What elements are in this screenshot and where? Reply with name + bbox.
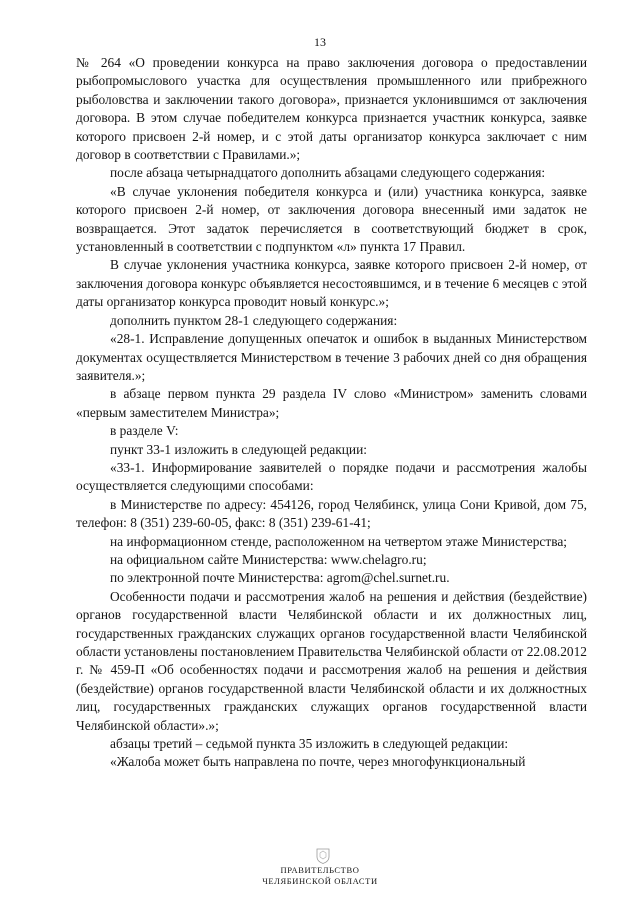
paragraph: Особенности подачи и рассмотрения жалоб на решения и действия (бездействие) органов государственной власти Челябинской области и их должностных лиц, государственных гражданских служащих органов государственной власти Челябинской области установлены постановлением Правительства Челябинской области от 22.08.2012 г. № 459-П «Об особенностях подачи и рассмотрения жалоб на решения и действия (бездействие) органов государственной власти Челябинской области и их должностных лиц, государственных гражданских служащих органов государственной власти Челябинской области».»;	[76, 588, 587, 733]
document-body	[76, 54, 587, 772]
footer-line-1: ПРАВИТЕЛЬСТВО	[280, 865, 360, 875]
paragraph: «Жалоба может быть направлена по почте, через многофункциональный	[110, 754, 526, 770]
page-number: 13	[314, 35, 326, 49]
paragraph: на информационном стенде, расположенном на четвертом этаже Министерства;	[110, 533, 568, 549]
paragraph: «В случае уклонения победителя конкурса и (или) участника конкурса, заявке которого присвоен 2-й номер, от заключения договора внесенный ими задаток не возвращается. Этот задаток перечисляется в соответствующий бюджет в срок, установленный в соответствии с подпунктом «л» пункта 17 Правил.	[76, 183, 587, 255]
paragraph: В случае уклонения участника конкурса, заявке которого присвоен 2-й номер, от заключения договора конкурс объявляется несостоявшимся, и в течение 6 месяцев с этой даты организатор конкурса проводит новый конкурс.»;	[76, 257, 587, 310]
paragraph: «33-1. Информирование заявителей о порядке подачи и рассмотрения жалобы осуществляется следующими способами:	[76, 459, 587, 494]
paragraph: в разделе V:	[110, 423, 179, 439]
paragraph: пункт 33-1 изложить в следующей редакции:	[110, 441, 367, 457]
paragraph: абзацы третий – седьмой пункта 35 изложить в следующей редакции:	[110, 736, 509, 752]
paragraph: «28-1. Исправление допущенных опечаток и ошибок в выданных Министерством документах осуществляется Министерством в течение 3 рабочих дней со дня обращения заявителя.»;	[76, 331, 587, 383]
paragraph: после абзаца четырнадцатого дополнить абзацами следующего содержания:	[110, 165, 546, 181]
coat-of-arms-icon	[316, 848, 330, 864]
paragraph: в Министерстве по адресу: 454126, город Челябинск, улица Сони Кривой, дом 75, телефон: 8 (351) 239-60-05, факс: 8 (351) 239-61-41;	[76, 496, 587, 531]
paragraph: дополнить пунктом 28-1 следующего содержания:	[110, 312, 398, 328]
paragraph: № 264 «О проведении конкурса на право заключения договора о предоставлении рыбопромыслового участка для осуществления промышленного или прибрежного рыболовства и заключении такого договора», признается уклонившимся от заключения договора. В этом случае победителем конкурса признается участник конкурса, заявке которого присвоен 2-й номер, и с этой даты организатор конкурса заключает с ним договор в соответствии с Правилами.»;	[76, 55, 587, 163]
paragraph: на официальном сайте Министерства: www.chelagro.ru;	[110, 551, 427, 567]
paragraph: в абзаце первом пункта 29 раздела IV слово «Министром» заменить словами «первым заместителем Министра»;	[76, 386, 587, 420]
footer-line-2: ЧЕЛЯБИНСКОЙ ОБЛАСТИ	[262, 876, 378, 886]
paragraph: по электронной почте Министерства: agrom@chel.surnet.ru.	[110, 570, 450, 586]
